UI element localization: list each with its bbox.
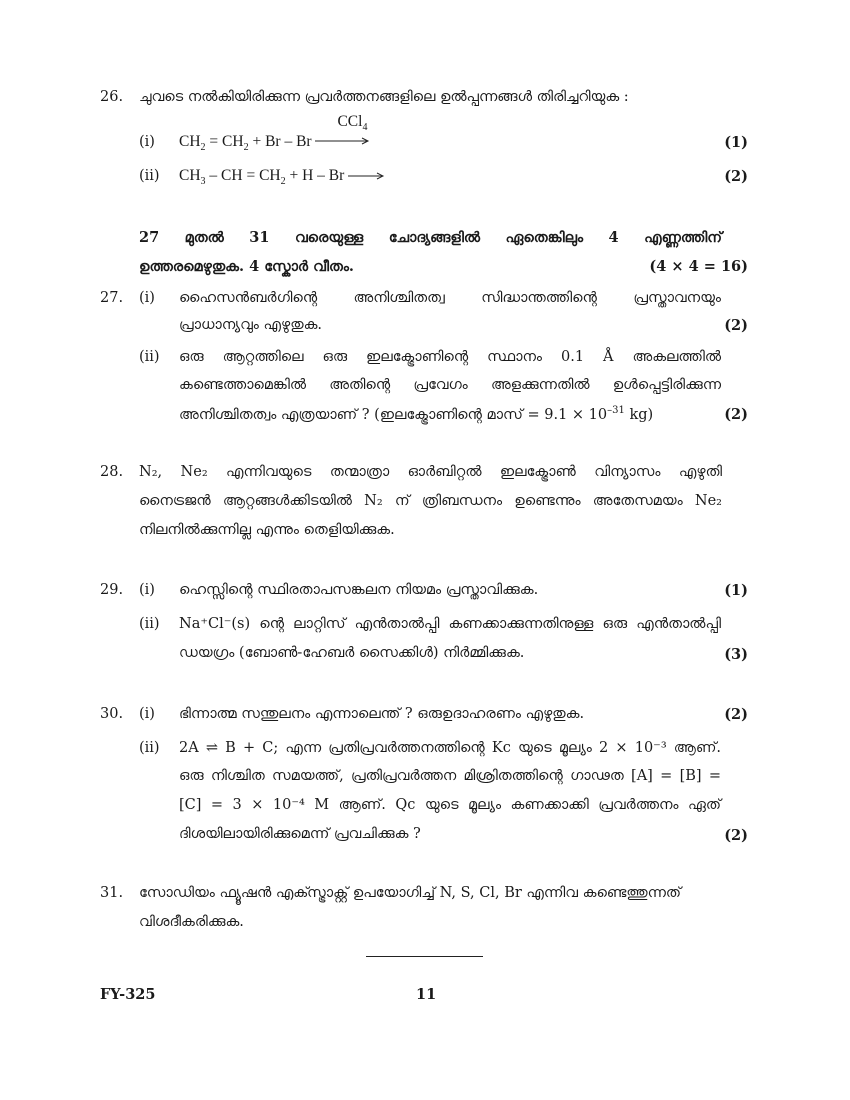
q27-i-label: (i) xyxy=(139,290,155,306)
q27-i-line1: ഹൈസൻബർഗിന്റെ അനിശ്ചിതത്വ സിദ്ധാന്തത്തിന്റെ പ്രസ്താവനയും xyxy=(179,290,721,306)
q30-ii-line2: ഒരു നിശ്ചിത സമയത്ത്, പ്രതിപ്രവർത്തന മിശ്രിതത്തിന്റെ ഗാഢത [A] = [B] = xyxy=(179,768,721,784)
q30-i-text: ഭിന്നാത്മ സന്തുലനം എന്നാലെന്ത് ? ഒരുഉദാഹരണം എഴുതുക. xyxy=(179,706,585,722)
q31-line1: സോഡിയം ഫ്യൂഷൻ എക്സ്ട്രാക്റ്റ് ഉപയോഗിച്ച് N, S, Cl, Br എന്നിവ കണ്ടെത്തുന്നത് xyxy=(139,885,682,901)
q31-line2: വിശദീകരിക്കുക. xyxy=(139,914,244,930)
q26-ii-mark: (2) xyxy=(724,168,748,185)
q29-i-mark: (1) xyxy=(724,582,748,599)
question-30-number: 30. xyxy=(100,706,124,722)
question-31-number: 31. xyxy=(100,885,124,901)
q26-i-mark: (1) xyxy=(724,134,748,151)
question-26-text: ചുവടെ നൽകിയിരിക്കുന്ന പ്രവർത്തനങ്ങളിലെ ഉൽപ്പന്നങ്ങൾ തിരിച്ചറിയുക : xyxy=(139,89,629,105)
q30-ii-label: (ii) xyxy=(139,740,160,756)
q30-ii-line4: ദിശയിലായിരിക്കുമെന്ന് പ്രവചിക്കുക ? xyxy=(179,826,421,842)
section-instruction-line1: 27 മുതൽ 31 വരെയുള്ള ചോദ്യങ്ങളിൽ ഏതെങ്കിലും 4 എണ്ണത്തിന് xyxy=(139,229,722,246)
q27-ii-line2: കണ്ടെത്താമെങ്കിൽ അതിന്റെ പ്രവേഗം അളക്കുന്നതിൽ ഉൾപ്പെട്ടിരിക്കുന്ന xyxy=(179,377,721,393)
question-26-number: 26. xyxy=(100,89,124,105)
q28-line2: നൈട്രജൻ ആറ്റങ്ങൾക്കിടയിൽ N₂ ന് ത്രിബന്ധനം ഉണ്ടെന്നും അതേസമയം Ne₂ xyxy=(139,493,722,509)
reaction-arrow xyxy=(315,113,371,151)
q27-ii-mark: (2) xyxy=(724,406,748,423)
q29-ii-line2: ഡയഗ്രം (ബോൺ-ഹേബർ സൈക്കിൾ) നിർമ്മിക്കുക. xyxy=(179,645,525,661)
question-27-number: 27. xyxy=(100,290,124,306)
q30-i-label: (i) xyxy=(139,706,155,722)
q30-ii-line3: [C] = 3 × 10⁻⁴ M ആണ്. Qc യുടെ മൂല്യം കണക്കാക്കി പ്രവർത്തനം ഏത് xyxy=(179,797,721,813)
reagent-label: CCl$_4$ xyxy=(337,113,368,134)
q29-ii-mark: (3) xyxy=(724,646,748,663)
question-28-number: 28. xyxy=(100,464,124,480)
q27-i-line2: പ്രാധാന്യവും എഴുതുക. xyxy=(179,317,323,333)
q26-i-equation: $CH_2 = CH_2 + Br - Br$ CCl$_4$ xyxy=(179,133,371,153)
footer-code: FY-325 xyxy=(100,986,156,1003)
q30-ii-mark: (2) xyxy=(724,827,748,844)
q30-i-mark: (2) xyxy=(724,706,748,723)
q27-ii-line3: അനിശ്ചിതത്വം എത്രയാണ് ? (ഇലക്ട്രോണിന്റെ മാസ് = $9.1 \times 10^{-31}$ kg) xyxy=(179,405,654,423)
q28-line1: N₂, Ne₂ എന്നിവയുടെ തന്മാത്രാ ഓർബിറ്റൽ ഇലക്ട്രോൺ വിന്യാസം എഴുതി xyxy=(139,464,722,480)
q29-i-label: (i) xyxy=(139,582,155,598)
q27-i-mark: (2) xyxy=(724,317,748,334)
right-arrow-icon xyxy=(315,136,371,146)
q26-ii-equation: $CH_3$ – CH = $CH_2 + H - Br$ xyxy=(179,167,386,187)
section-instruction-line2: ഉത്തരമെഴുതുക. 4 സ്കോർ വീതം. xyxy=(139,258,354,275)
q29-ii-line1: Na⁺Cl⁻(s) ന്റെ ലാറ്റിസ് എൻതാൽപ്പി കണക്കാക്കുന്നതിനുള്ള ഒരു എൻതാൽപ്പി xyxy=(179,616,721,632)
q28-line3: നിലനിൽക്കുന്നില്ല എന്നും തെളിയിക്കുക. xyxy=(139,522,395,538)
section-score: (4 × 4 = 16) xyxy=(649,258,748,275)
q30-ii-line1: 2A ⇌ B + C; എന്ന പ്രതിപ്രവർത്തനത്തിന്റെ Kc യുടെ മൂല്യം 2 × 10⁻³ ആണ്. xyxy=(179,740,721,756)
q26-i-label: (i) xyxy=(139,134,155,150)
q29-ii-label: (ii) xyxy=(139,616,160,632)
q26-ii-label: (ii) xyxy=(139,168,160,184)
q27-ii-line1: ഒരു ആറ്റത്തിലെ ഒരു ഇലക്ട്രോണിന്റെ സ്ഥാനം 0.1 Å അകലത്തിൽ xyxy=(179,349,721,365)
end-rule xyxy=(366,956,483,957)
question-29-number: 29. xyxy=(100,582,124,598)
q27-ii-label: (ii) xyxy=(139,349,160,365)
right-arrow-icon xyxy=(348,171,386,181)
page-number: 11 xyxy=(416,986,437,1003)
q29-i-text: ഹെസ്സിന്റെ സ്ഥിരതാപസങ്കലന നിയമം പ്രസ്താവിക്കുക. xyxy=(179,582,539,598)
